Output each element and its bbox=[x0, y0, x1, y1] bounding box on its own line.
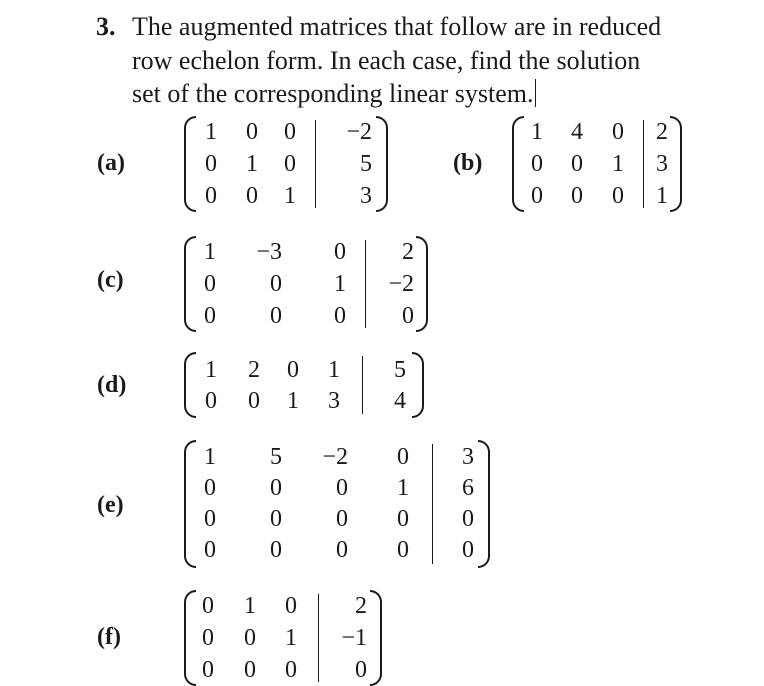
matrix-entry: 3 bbox=[656, 151, 668, 177]
matrix-entry: 0 bbox=[204, 475, 216, 501]
matrix-entry: 0 bbox=[246, 119, 258, 145]
matrix-entry: 0 bbox=[531, 183, 543, 209]
matrix-entry: 1 bbox=[205, 357, 217, 383]
matrix-entry: 2 bbox=[656, 119, 668, 145]
matrix-entry: 2 bbox=[355, 593, 367, 619]
matrix-entry: −2 bbox=[388, 271, 414, 297]
matrix-entry: 0 bbox=[334, 303, 346, 329]
matrix-entry: 0 bbox=[334, 239, 346, 265]
matrix-entry: 0 bbox=[336, 537, 348, 563]
matrix-entry: 1 bbox=[204, 239, 216, 265]
matrix-entry: 0 bbox=[244, 625, 256, 651]
matrix-entry: 0 bbox=[571, 183, 583, 209]
matrix-entry: 0 bbox=[205, 388, 217, 414]
matrix-entry: 4 bbox=[394, 388, 406, 414]
augment-divider bbox=[315, 120, 316, 208]
matrix-entry: 1 bbox=[612, 151, 624, 177]
matrix-entry: 1 bbox=[656, 183, 668, 209]
matrix-e bbox=[184, 440, 490, 568]
matrix-entry: 0 bbox=[244, 657, 256, 683]
part-label-c: (c) bbox=[97, 267, 124, 293]
matrix-entry: 2 bbox=[248, 357, 260, 383]
problem-text-line-3 bbox=[132, 77, 536, 110]
matrix-entry: 0 bbox=[284, 119, 296, 145]
matrix-b bbox=[512, 116, 682, 212]
matrix-entry: 0 bbox=[202, 593, 214, 619]
matrix-entry: 1 bbox=[244, 593, 256, 619]
matrix-entry: 0 bbox=[202, 657, 214, 683]
problem-text-line-3-text: set of the corresponding linear system. bbox=[132, 79, 534, 108]
matrix-entry: 0 bbox=[612, 183, 624, 209]
matrix-d-right-bracket bbox=[412, 352, 424, 418]
matrix-entry: 0 bbox=[285, 657, 297, 683]
matrix-entry: 6 bbox=[462, 475, 474, 501]
matrix-b-right-bracket bbox=[670, 116, 682, 212]
text-cursor bbox=[535, 79, 536, 107]
part-label-b: (b) bbox=[453, 150, 483, 176]
matrix-entry: 0 bbox=[270, 506, 282, 532]
matrix-d bbox=[184, 352, 424, 418]
matrix-entry: 0 bbox=[204, 303, 216, 329]
problem-text-line-2: row echelon form. In each case, find the solution bbox=[132, 46, 641, 75]
matrix-entry: 4 bbox=[571, 119, 583, 145]
matrix-entry: 2 bbox=[402, 239, 414, 265]
matrix-entry: 1 bbox=[287, 388, 299, 414]
matrix-entry: 0 bbox=[204, 271, 216, 297]
matrix-f bbox=[184, 590, 382, 686]
matrix-entry: −2 bbox=[346, 119, 372, 145]
part-label-a: (a) bbox=[97, 150, 125, 176]
matrix-entry: 1 bbox=[285, 625, 297, 651]
matrix-entry: 0 bbox=[204, 537, 216, 563]
matrix-entry: 1 bbox=[397, 475, 409, 501]
matrix-entry: 1 bbox=[334, 271, 346, 297]
matrix-entry: 1 bbox=[246, 151, 258, 177]
matrix-c bbox=[184, 236, 428, 332]
matrix-entry: 0 bbox=[205, 183, 217, 209]
matrix-entry: 1 bbox=[284, 183, 296, 209]
matrix-a bbox=[184, 116, 388, 212]
matrix-entry: 0 bbox=[397, 444, 409, 470]
matrix-entry: 0 bbox=[402, 303, 414, 329]
matrix-entry: 5 bbox=[394, 357, 406, 383]
matrix-entry: −3 bbox=[256, 239, 282, 265]
matrix-entry: 3 bbox=[328, 388, 340, 414]
matrix-entry: 0 bbox=[355, 657, 367, 683]
matrix-entry: 0 bbox=[270, 537, 282, 563]
matrix-entry: 1 bbox=[204, 444, 216, 470]
problem-number: 3. bbox=[96, 12, 116, 41]
matrix-entry: 0 bbox=[270, 475, 282, 501]
matrix-entry: 0 bbox=[336, 475, 348, 501]
matrix-entry: 1 bbox=[531, 119, 543, 145]
matrix-e-right-bracket bbox=[478, 440, 490, 568]
part-label-d: (d) bbox=[97, 372, 127, 398]
matrix-entry: 0 bbox=[246, 183, 258, 209]
matrix-f-right-bracket bbox=[370, 590, 382, 686]
matrix-entry: 5 bbox=[360, 151, 372, 177]
matrix-entry: 0 bbox=[270, 303, 282, 329]
matrix-entry: 1 bbox=[328, 357, 340, 383]
matrix-entry: 5 bbox=[270, 444, 282, 470]
problem-text-line-1: The augmented matrices that follow are in reduced bbox=[132, 12, 662, 41]
matrix-entry: 0 bbox=[397, 506, 409, 532]
matrix-c-right-bracket bbox=[416, 236, 428, 332]
matrix-entry: 0 bbox=[285, 593, 297, 619]
matrix-entry: 0 bbox=[205, 151, 217, 177]
matrix-entry: 0 bbox=[612, 119, 624, 145]
matrix-entry: 1 bbox=[205, 119, 217, 145]
matrix-entry: 0 bbox=[284, 151, 296, 177]
matrix-entry: 3 bbox=[360, 183, 372, 209]
part-label-e: (e) bbox=[97, 492, 124, 518]
matrix-entry: 0 bbox=[336, 506, 348, 532]
matrix-entry: 0 bbox=[204, 506, 216, 532]
matrix-entry: 0 bbox=[571, 151, 583, 177]
matrix-a-right-bracket bbox=[376, 116, 388, 212]
matrix-entry: 0 bbox=[462, 537, 474, 563]
matrix-entry: −1 bbox=[341, 625, 367, 651]
matrix-entry: 0 bbox=[270, 271, 282, 297]
part-label-f: (f) bbox=[97, 624, 121, 650]
matrix-entry: 0 bbox=[248, 388, 260, 414]
matrix-entry: 3 bbox=[462, 444, 474, 470]
matrix-entry: −2 bbox=[322, 444, 348, 470]
matrix-entry: 0 bbox=[531, 151, 543, 177]
matrix-entry: 0 bbox=[397, 537, 409, 563]
matrix-entry: 0 bbox=[462, 506, 474, 532]
matrix-entry: 0 bbox=[287, 357, 299, 383]
matrix-entry: 0 bbox=[202, 625, 214, 651]
